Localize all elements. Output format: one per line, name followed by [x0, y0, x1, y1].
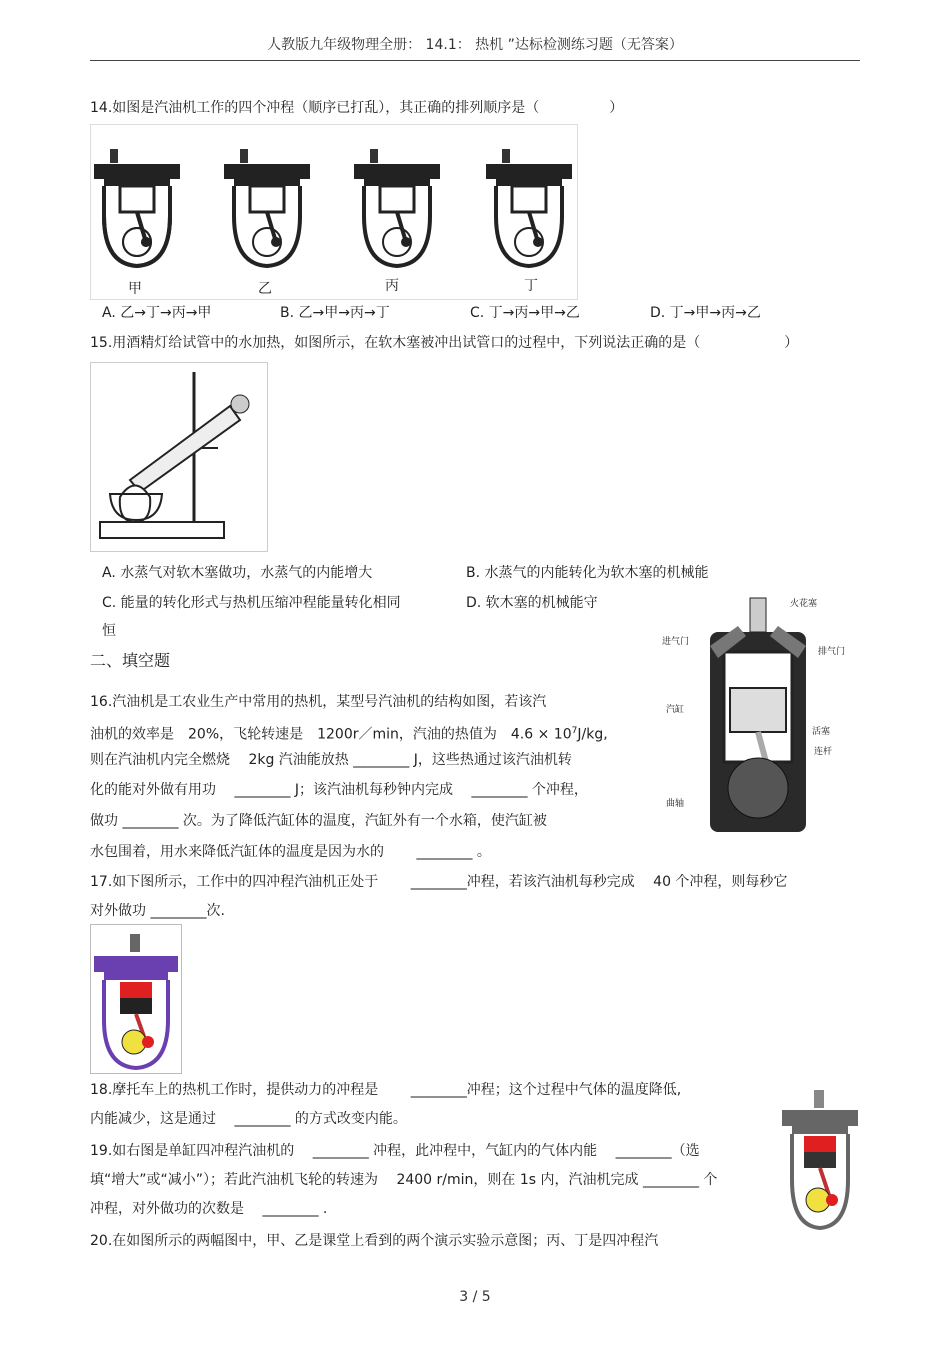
q18-line-1: 18.摩托车上的热机工作时，提供动力的冲程是 ________冲程；这个过程中气体的温度降低, [90, 1082, 682, 1098]
q15-option-d-wrap: 恒 [102, 623, 116, 639]
q20-line-1: 20.在如图所示的两幅图中，甲、乙是课堂上看到的两个演示实验示意图；丙、丁是四冲程汽 [90, 1233, 659, 1249]
engine-ding [486, 149, 572, 266]
engine-bing [354, 149, 440, 266]
q19-line-1: 19.如右图是单缸四冲程汽油机的 ________ 冲程，此冲程中，气缸内的气体内能 ________（选 [90, 1143, 700, 1159]
engine-yi [224, 149, 310, 266]
page-header: 人教版九年级物理全册： 14.1： 热机 ”达标检测练习题（无答案） [267, 37, 683, 53]
q14-stem: 14.如图是汽油机工作的四个冲程（顺序已打乱），其正确的排列顺序是（ ） [90, 100, 624, 116]
q14-engines [90, 124, 578, 300]
label-exhaust-valve: 排气门 [818, 647, 846, 657]
q18-line-2: 内能减少，这是通过 ________ 的方式改变内能。 [90, 1111, 407, 1127]
q16-line-3: 则在汽油机内完全燃烧 2kg 汽油能放热 ________ J，这些热通过该汽油机转 [90, 752, 572, 768]
q15-stem: 15.用酒精灯给试管中的水加热，如图所示，在软木塞被冲出试管口的过程中，下列说法正确的是（ ） [90, 335, 799, 351]
q17-line-2: 对外做功 ________次. [90, 903, 225, 919]
label-cylinder: 汽缸 [666, 705, 685, 715]
q16-line-4: 化的能对外做有用功 ________ J；该汽油机每秒钟内完成 ________ 个冲程， [90, 782, 588, 798]
q14-option-d[interactable]: D. 丁→甲→丙→乙 [650, 305, 761, 321]
q19-line-2: 填“增大”或“减小”）；若此汽油机飞轮的转速为 2400 r/min，则在 1s 内，汽油机完成 ________ 个 [90, 1172, 718, 1188]
label-spark-plug: 火花塞 [790, 599, 818, 609]
q15-option-c[interactable]: C. 能量的转化形式与热机压缩冲程能量转化相同 [102, 595, 401, 611]
q16-line-6: 水包围着，用水来降低汽缸体的温度是因为水的 ________ 。 [90, 844, 491, 860]
q14-option-c[interactable]: C. 丁→丙→甲→乙 [470, 305, 580, 321]
q17-engine-figure [90, 924, 182, 1074]
engine-label-yi: 乙 [258, 281, 272, 297]
q16-line-1: 16.汽油机是工农业生产中常用的热机，某型号汽油机的结构如图，若该汽 [90, 694, 547, 710]
page-number: 3 / 5 [459, 1289, 491, 1305]
q14-option-a[interactable]: A. 乙→丁→丙→甲 [102, 305, 212, 321]
engine-label-jia: 甲 [128, 281, 142, 297]
q19-line-3: 冲程，对外做功的次数是 ________ . [90, 1201, 328, 1217]
label-crankshaft: 曲轴 [666, 799, 685, 809]
engine-label-ding: 丁 [524, 278, 538, 294]
q15-option-b[interactable]: B. 水蒸气的内能转化为软木塞的机械能 [466, 565, 709, 581]
q16-engine-structure-figure [662, 592, 846, 838]
engine-label-bing: 丙 [385, 278, 399, 294]
label-intake-valve: 进气门 [662, 637, 690, 647]
q15-option-a[interactable]: A. 水蒸气对软木塞做功，水蒸气的内能增大 [102, 565, 373, 581]
q19-engine-figure [778, 1088, 862, 1232]
label-connecting-rod: 连杆 [814, 747, 833, 757]
engine-jia [94, 149, 180, 266]
q15-option-d[interactable]: D. 软木塞的机械能守 [466, 595, 598, 611]
q15-test-tube-figure [90, 362, 268, 552]
q17-line-1: 17.如下图所示，工作中的四冲程汽油机正处于 ________冲程，若该汽油机每秒完成 40 个冲程，则每秒它 [90, 874, 788, 890]
section-title: 二、填空题 [90, 651, 171, 670]
header-rule [90, 60, 860, 61]
label-piston: 活塞 [812, 727, 831, 737]
q16-line-5: 做功 ________ 次。为了降低汽缸体的温度，汽缸外有一个水箱，使汽缸被 [90, 813, 547, 829]
q14-option-b[interactable]: B. 乙→甲→丙→丁 [280, 305, 390, 321]
q16-line-2: 油机的效率是 20%，飞轮转速是 1200r／min，汽油的热值为 $4.6 \times 10^7J/kg$, [90, 726, 608, 743]
